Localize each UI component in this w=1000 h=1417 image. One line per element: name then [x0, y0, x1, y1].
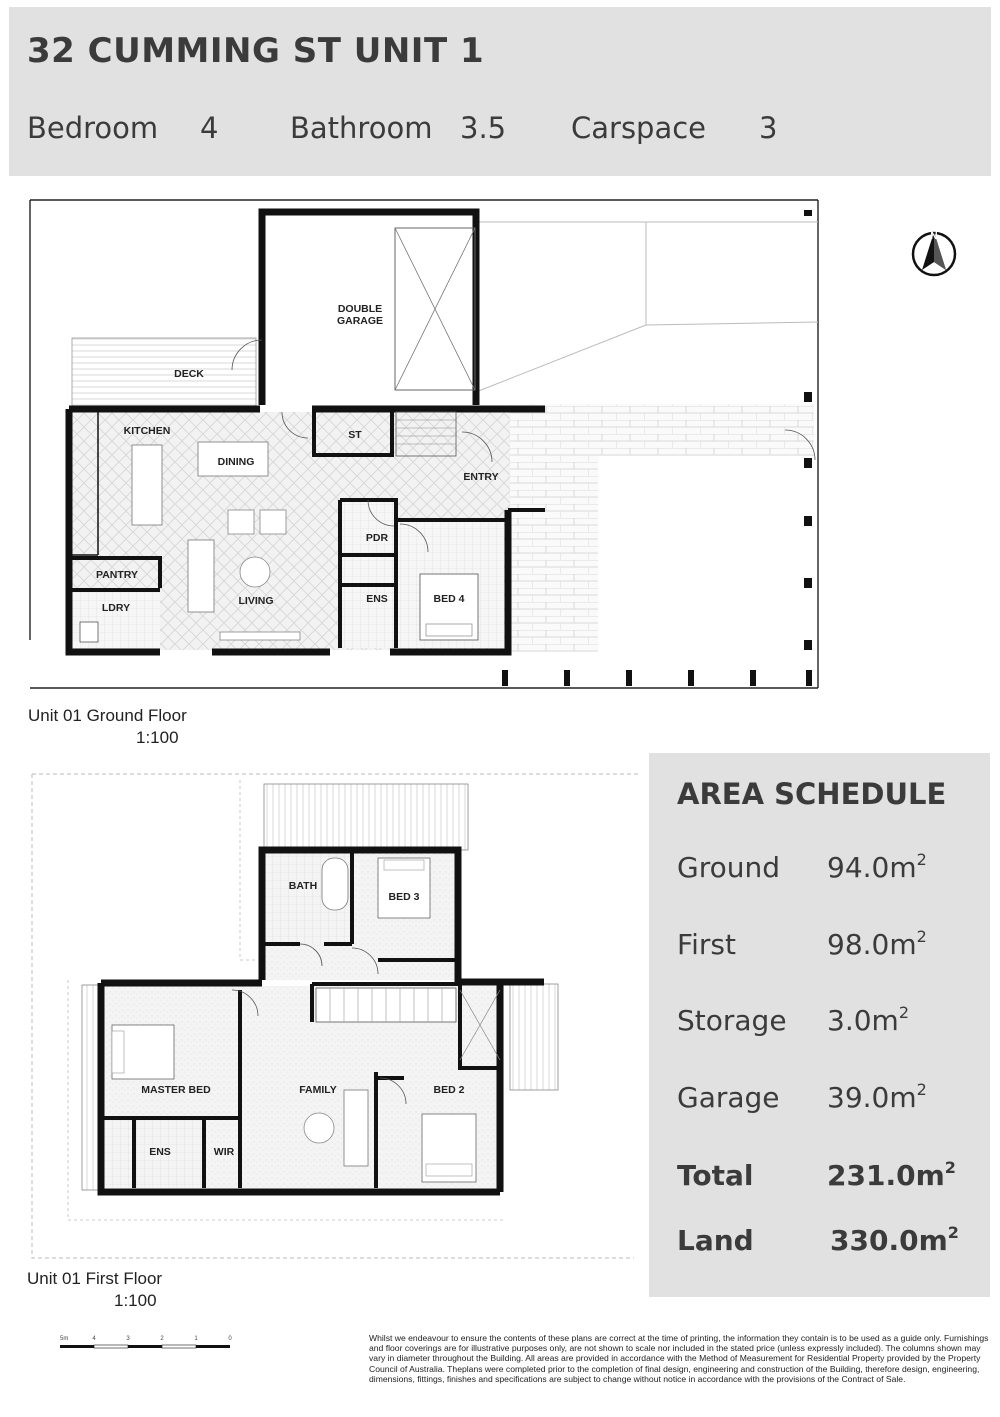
- area-label: Storage: [677, 1004, 787, 1037]
- room-label-family: FAMILY: [299, 1084, 337, 1096]
- family-sofa: [344, 1090, 368, 1166]
- room-label-pdr: PDR: [365, 532, 389, 544]
- coffee-table: [240, 557, 270, 587]
- scale-bar: [55, 1330, 245, 1354]
- bedroom-label: Bedroom: [27, 111, 159, 145]
- area-label: Garage: [677, 1081, 780, 1114]
- room-label-st: ST: [348, 429, 362, 441]
- area-label: Ground: [677, 851, 780, 884]
- room-label-bath: BATH: [288, 880, 318, 892]
- bed2-pillows: [426, 1164, 472, 1176]
- garage-skylight-cross: [395, 228, 475, 390]
- first-floor-caption: Unit 01 First Floor: [27, 1269, 163, 1288]
- laundry-tub: [80, 622, 98, 642]
- family-table: [304, 1113, 334, 1143]
- deck-area: [72, 338, 256, 406]
- bedroom-value: 4: [200, 111, 219, 145]
- chair: [260, 510, 286, 534]
- scale-bar-segment: [94, 1345, 128, 1348]
- header-banner: [9, 7, 991, 176]
- carspace-value: 3: [759, 111, 778, 145]
- page-title: 32 CUMMING ST UNIT 1: [27, 31, 485, 71]
- carspace-label: Carspace: [571, 111, 707, 145]
- room-label-pantry: PANTRY: [96, 569, 138, 581]
- compass-letter: N: [930, 231, 938, 242]
- scale-tick-label: 4: [92, 1336, 96, 1342]
- scale-bar-line: [60, 1345, 230, 1348]
- room-label-living: LIVING: [238, 595, 274, 607]
- room-label-deck: DECK: [174, 368, 204, 380]
- scale-tick-label: 5m: [60, 1336, 69, 1342]
- room-label-bed2: BED 2: [433, 1084, 465, 1096]
- area-value: $94.0m^2$: [827, 850, 927, 884]
- scale-tick-label: 2: [160, 1336, 164, 1342]
- kitchen-island: [132, 445, 162, 525]
- balcony-side: [510, 984, 558, 1090]
- bed4-pillows: [426, 624, 472, 636]
- area-value: $98.0m^2$: [827, 927, 927, 961]
- room-label-master-bed: MASTER BED: [141, 1084, 211, 1096]
- area-label: First: [677, 928, 736, 961]
- driveway: [476, 222, 818, 392]
- room-label-ens: ENS: [366, 593, 388, 605]
- first-floor-plan: [0, 766, 645, 1316]
- ground-floor-caption: Unit 01 Ground Floor: [28, 706, 187, 725]
- area-schedule-title: AREA SCHEDULE: [677, 777, 947, 811]
- ground-floor-scale: 1:100: [136, 728, 179, 747]
- paving-side: [508, 404, 598, 652]
- master-pillows: [112, 1031, 124, 1073]
- ground-floor-plan: [0, 190, 1000, 755]
- first-floor-scale: 1:100: [114, 1291, 157, 1310]
- room-label-ens: ENS: [149, 1146, 171, 1158]
- scale-tick-label: 1: [194, 1336, 198, 1342]
- scale-tick-label: 0: [228, 1336, 232, 1342]
- scale-tick-label: 3: [126, 1336, 130, 1342]
- area-value: $231.0m^2$: [827, 1158, 956, 1192]
- area-value: $3.0m^2$: [827, 1003, 909, 1037]
- area-label: Land: [677, 1224, 754, 1257]
- room-label-kitchen: KITCHEN: [123, 425, 171, 437]
- area-label: Total: [677, 1159, 754, 1192]
- area-value: $330.0m^2$: [830, 1223, 959, 1257]
- bathtub: [322, 858, 348, 910]
- bathroom-label: Bathroom: [290, 111, 433, 145]
- room-label-entry: ENTRY: [463, 471, 499, 483]
- balcony-front: [264, 784, 468, 850]
- room-label-wir: WIR: [213, 1146, 235, 1158]
- area-schedule-panel: [649, 753, 990, 1297]
- compass-icon: [913, 231, 955, 275]
- room-label-double: DOUBLE: [337, 303, 383, 315]
- wet-area-floor: [340, 500, 396, 648]
- tv-unit: [220, 632, 300, 640]
- chair: [228, 510, 254, 534]
- room-label-ldry: LDRY: [101, 602, 131, 614]
- room-label-bed4: BED 4: [433, 593, 465, 605]
- scale-bar-segment: [162, 1345, 196, 1348]
- disclaimer-text: Whilst we endeavour to ensure the contents of these plans are correct at the time of printing, the information they contain is to be used as a guide only. Furnishings and floor coverings are for illustrative purposes only, are not shown to scale nor included in the stated price (unless expressly included). The columns shown may vary in diameter throughout the Building. All areas are provided in accordance with the Method of Measurement for Residential Property provided by the Property Council of Australia. Theplans were completed prior to the completion of final design, engineering and construction of the Building, therefore design, engineering, dimensions, fittings, finishes and specifications are subject to change without notice in accordance with the provisions of the Contract of Sale.: [369, 1333, 989, 1384]
- sofa: [188, 540, 214, 612]
- bed3-pillows: [384, 860, 424, 870]
- bathroom-value: 3.5: [460, 111, 507, 145]
- room-label-bed3: BED 3: [388, 891, 420, 903]
- area-value: $39.0m^2$: [827, 1080, 927, 1114]
- room-label-garage: GARAGE: [336, 315, 384, 327]
- room-label-dining: DINING: [217, 456, 255, 468]
